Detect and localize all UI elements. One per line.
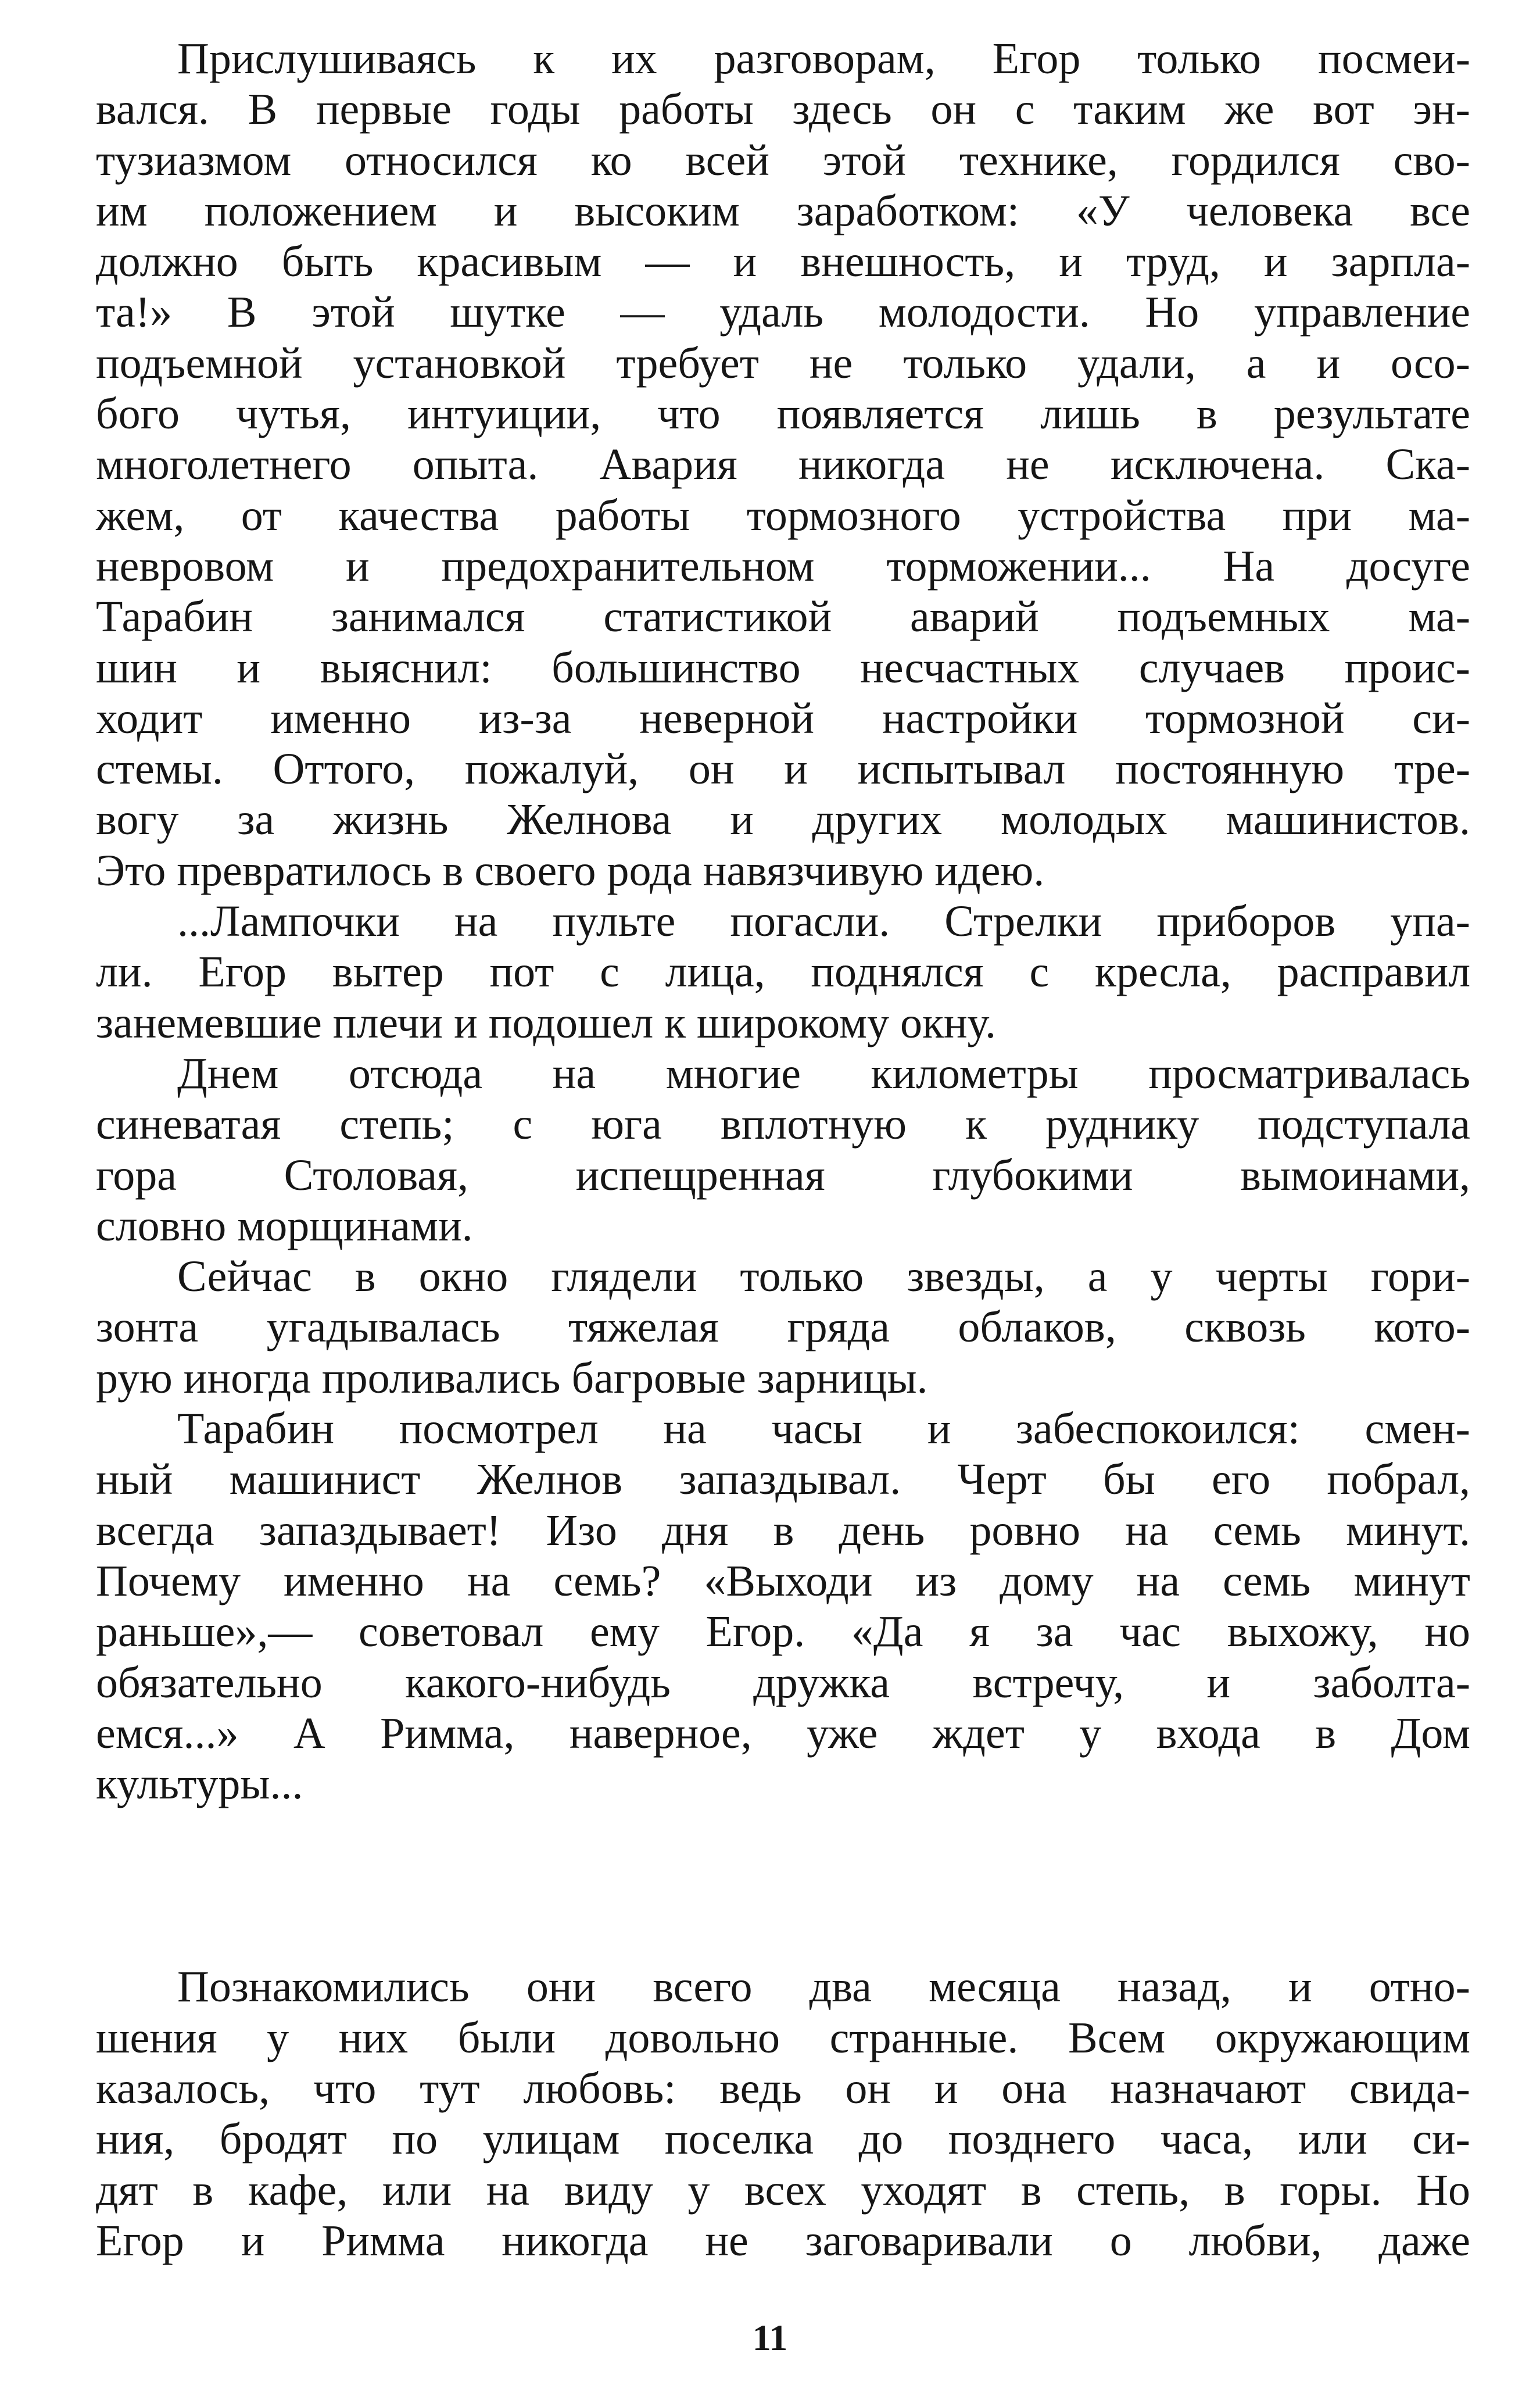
paragraph-3 [96,1049,1470,1251]
text-line: дят в кафе, или на виду у всех уходят в степь, в горы. Но [96,2165,1470,2215]
text-line: Егор и Римма никогда не заговаривали о любви, даже [96,2216,1470,2265]
text-line: та!» В этой шутке — удаль молодости. Но управление [96,288,1470,337]
text-line: обязательно какого-нибудь дружка встречу, и заболта- [96,1658,1470,1707]
text-line: шения у них были довольно странные. Всем окружающим [96,2013,1470,2062]
text-line: Днем отсюда на многие километры просматривалась [177,1049,1470,1098]
paragraph-5 [96,1404,1470,1809]
text-line: Тарабин посмотрел на часы и забеспокоился: смен- [177,1404,1470,1454]
text-line: гора Столовая, испещренная глубокими вымоинами, [96,1150,1470,1200]
text-line: казалось, что тут любовь: ведь он и она назначают свида- [96,2064,1470,2113]
text-line: бого чутья, интуиции, что появляется лишь в результате [96,389,1470,439]
text-line: ния, бродят по улицам поселка до позднего часа, или си- [96,2115,1470,2164]
paragraph-6 [96,1962,1470,2266]
paragraph-4 [96,1251,1470,1404]
text-line: шин и выяснил: большинство несчастных случаев проис- [96,643,1470,692]
text-line: стемы. Оттого, пожалуй, он и испытывал постоянную тре- [96,745,1470,794]
text-line: подъемной установкой требует не только удали, а и осо- [96,338,1470,388]
text-line: занемевшие плечи и подошел к широкому окну. [96,998,996,1047]
text-line: Это превратилось в своего рода навязчивую идею. [96,846,1045,895]
text-line: жем, от качества работы тормозного устройства при ма- [96,491,1470,540]
paragraph-2 [96,896,1470,1049]
text-line: многолетнего опыта. Авария никогда не исключена. Ска- [96,440,1470,489]
text-line: вался. В первые годы работы здесь он с таким же вот эн- [96,85,1470,134]
text-line: синеватая степь; с юга вплотную к руднику подступала [96,1100,1470,1149]
text-line: раньше»,— советовал ему Егор. «Да я за час выхожу, но [96,1607,1470,1657]
section-break [96,1809,1470,1962]
text-line: невровом и предохранительном торможении... На досуге [96,541,1470,591]
paragraph-1 [96,34,1470,896]
text-line: Тарабин занимался статистикой аварий подъемных ма- [96,592,1470,642]
page-number: 11 [752,2317,788,2358]
text-line: ...Лампочки на пульте погасли. Стрелки приборов упа- [177,897,1470,946]
text-line: ли. Егор вытер пот с лица, поднялся с кресла, расправил [96,947,1470,997]
text-line: ходит именно из-за неверной настройки тормозной си- [96,693,1470,743]
text-line: Сейчас в окно глядели только звезды, а у черты гори- [177,1252,1470,1301]
text-line: Прислушиваясь к их разговорам, Егор только посмеи- [177,34,1470,83]
text-line: зонта угадывалась тяжелая гряда облаков, сквозь кото- [96,1303,1470,1352]
text-line: Познакомились они всего два месяца назад, и отно- [177,1962,1470,2012]
text-line: должно быть красивым — и внешность, и труд, и зарпла- [96,237,1470,287]
text-line: ный машинист Желнов запаздывал. Черт бы его побрал, [96,1455,1470,1504]
text-line: всегда запаздывает! Изо дня в день ровно на семь минут. [96,1505,1470,1555]
text-line: вогу за жизнь Желнова и других молодых машинистов. [96,795,1470,845]
text-line: словно морщинами. [96,1201,473,1250]
text-line: рую иногда проливались багровые зарницы. [96,1353,928,1403]
text-line: культуры... [96,1760,303,1809]
text-line: тузиазмом относился ко всей этой технике, гордился сво- [96,135,1470,185]
text-line: Почему именно на семь? «Выходи из дому на семь минут [96,1556,1470,1605]
text-line: емся...» А Римма, наверное, уже ждет у входа в Дом [96,1708,1470,1758]
page-text [96,34,1470,2266]
text-line: им положением и высоким заработком: «У человека все [96,186,1470,235]
